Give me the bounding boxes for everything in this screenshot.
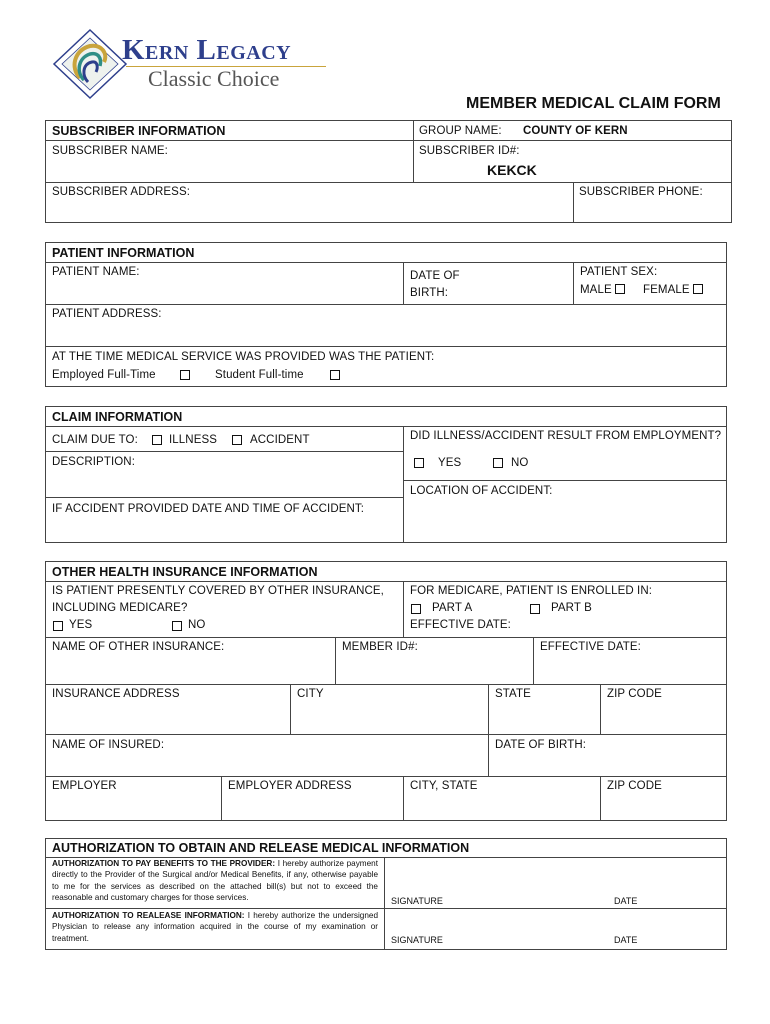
divider xyxy=(403,581,404,637)
patient-name-field[interactable]: PATIENT NAME: xyxy=(52,266,140,278)
divider xyxy=(290,684,291,734)
student-checkbox[interactable] xyxy=(330,370,340,380)
divider xyxy=(45,140,732,141)
release-authorization-text xyxy=(52,910,378,944)
divider xyxy=(600,684,601,734)
divider xyxy=(45,776,727,777)
group-name-label: GROUP NAME: xyxy=(419,125,502,137)
divider xyxy=(45,182,732,183)
student-label: Student Full-time xyxy=(215,369,304,381)
divider xyxy=(403,480,727,481)
divider xyxy=(573,182,574,223)
release-authorization-title: AUTHORIZATION TO REALEASE INFORMATION: xyxy=(52,911,245,920)
subscriber-id-label: SUBSCRIBER ID#: xyxy=(419,145,520,157)
section-header: PATIENT INFORMATION xyxy=(52,246,195,260)
patient-status-question: AT THE TIME MEDICAL SERVICE WAS PROVIDED WAS THE PATIENT: xyxy=(52,351,435,363)
divider xyxy=(45,426,727,427)
employer-address-field[interactable]: EMPLOYER ADDRESS xyxy=(228,780,352,792)
patient-dob-label-2[interactable]: BIRTH: xyxy=(410,287,449,299)
fulltime-label: Employed Full-Time xyxy=(52,369,156,381)
insured-dob-field[interactable]: DATE OF BIRTH: xyxy=(495,739,587,751)
employment-no-label: NO xyxy=(511,457,529,469)
covered-no-label: NO xyxy=(188,619,206,631)
subscriber-id-value[interactable]: KEKCK xyxy=(487,162,537,178)
other-insurance-name-field[interactable]: NAME OF OTHER INSURANCE: xyxy=(52,641,225,653)
pay-authorization-title: AUTHORIZATION TO PAY BENEFITS TO THE PROVIDER: xyxy=(52,859,276,868)
divider xyxy=(488,684,489,776)
covered-question: IS PATIENT PRESENTLY COVERED BY OTHER INSURANCE, xyxy=(52,585,384,597)
group-name-value: COUNTY OF KERN xyxy=(523,125,628,137)
divider xyxy=(45,262,727,263)
female-checkbox[interactable] xyxy=(693,284,703,294)
accident-checkbox[interactable] xyxy=(232,435,242,445)
patient-address-field[interactable]: PATIENT ADDRESS: xyxy=(52,308,162,320)
divider xyxy=(45,497,403,498)
divider xyxy=(335,637,336,684)
insurance-zip-field[interactable]: ZIP CODE xyxy=(607,688,662,700)
pay-date-field[interactable]: DATE xyxy=(614,896,638,906)
part-a-label: PART A xyxy=(432,602,473,614)
medicare-effective-date-field[interactable]: EFFECTIVE DATE: xyxy=(410,619,511,631)
male-checkbox[interactable] xyxy=(615,284,625,294)
divider xyxy=(600,776,601,821)
female-label: FEMALE xyxy=(643,284,690,296)
divider xyxy=(533,637,534,684)
insurance-city-field[interactable]: CITY xyxy=(297,688,324,700)
form-title: MEMBER MEDICAL CLAIM FORM xyxy=(466,95,721,112)
employer-city-state-field[interactable]: CITY, STATE xyxy=(410,780,478,792)
divider xyxy=(403,776,404,821)
release-date-field[interactable]: DATE xyxy=(614,935,638,945)
male-label: MALE xyxy=(580,284,612,296)
release-signature-field[interactable]: SIGNATURE xyxy=(391,935,443,945)
divider xyxy=(45,684,727,685)
divider xyxy=(45,581,727,582)
divider xyxy=(45,304,727,305)
divider xyxy=(45,734,727,735)
patient-sex-label: PATIENT SEX: xyxy=(580,266,658,278)
divider xyxy=(403,262,404,304)
accident-label: ACCIDENT xyxy=(250,434,310,446)
covered-no-checkbox[interactable] xyxy=(172,621,182,631)
subscriber-address-field[interactable]: SUBSCRIBER ADDRESS: xyxy=(52,186,191,198)
claim-due-label: CLAIM DUE TO: xyxy=(52,434,138,446)
section-header: SUBSCRIBER INFORMATION xyxy=(52,124,226,138)
divider xyxy=(413,120,414,182)
covered-yes-checkbox[interactable] xyxy=(53,621,63,631)
student-option[interactable] xyxy=(215,369,304,381)
divider xyxy=(45,637,727,638)
divider xyxy=(221,776,222,821)
employment-no-checkbox[interactable] xyxy=(493,458,503,468)
patient-dob-label[interactable]: DATE OF xyxy=(410,270,460,282)
accident-date-field[interactable]: IF ACCIDENT PROVIDED DATE AND TIME OF ACCIDENT: xyxy=(52,503,365,515)
medicare-question: FOR MEDICARE, PATIENT IS ENROLLED IN: xyxy=(410,585,653,597)
fulltime-option[interactable] xyxy=(52,369,156,381)
section-header: OTHER HEALTH INSURANCE INFORMATION xyxy=(52,565,318,579)
section-header: CLAIM INFORMATION xyxy=(52,410,183,424)
member-id-field[interactable]: MEMBER ID#: xyxy=(342,641,418,653)
effective-date-field[interactable]: EFFECTIVE DATE: xyxy=(540,641,641,653)
description-field[interactable]: DESCRIPTION: xyxy=(52,456,135,468)
part-a-checkbox[interactable] xyxy=(411,604,421,614)
section-header: AUTHORIZATION TO OBTAIN AND RELEASE MEDICAL INFORMATION xyxy=(52,841,470,855)
divider xyxy=(45,908,727,909)
logo-title: Kern Legacy xyxy=(122,34,292,66)
employer-field[interactable]: EMPLOYER xyxy=(52,780,117,792)
illness-label: ILLNESS xyxy=(169,434,218,446)
employment-question: DID ILLNESS/ACCIDENT RESULT FROM EMPLOYMENT? xyxy=(410,430,722,442)
covered-question-2: INCLUDING MEDICARE? xyxy=(52,602,188,614)
insurance-address-field[interactable]: INSURANCE ADDRESS xyxy=(52,688,180,700)
part-b-label: PART B xyxy=(551,602,592,614)
divider xyxy=(45,451,403,452)
insured-name-field[interactable]: NAME OF INSURED: xyxy=(52,739,165,751)
employer-zip-field[interactable]: ZIP CODE xyxy=(607,780,662,792)
part-b-checkbox[interactable] xyxy=(530,604,540,614)
pay-signature-field[interactable]: SIGNATURE xyxy=(391,896,443,906)
divider xyxy=(384,857,385,950)
pay-authorization-body: I hereby authorize payment directly to the Provider of the Surgical and/or Medical Benefits, if any, otherwise payable to me for the services as described on the attached bill(s) but not to exceed the reasonable and customary charges for those services. xyxy=(52,859,379,903)
employment-yes-label: YES xyxy=(438,457,462,469)
logo-emblem-icon xyxy=(50,28,130,100)
divider xyxy=(403,426,404,543)
female-option[interactable] xyxy=(643,284,709,296)
insurance-state-field[interactable]: STATE xyxy=(495,688,531,700)
covered-yes-label: YES xyxy=(69,619,93,631)
employment-yes-checkbox[interactable] xyxy=(414,458,424,468)
accident-location-field[interactable]: LOCATION OF ACCIDENT: xyxy=(410,485,553,497)
release-authorization-body: I hereby authorize the undersigned Physician to release any information acquired in the course of my examination or treatment. xyxy=(52,911,378,943)
logo xyxy=(50,28,340,100)
logo-subtitle: Classic Choice xyxy=(148,66,280,91)
male-option[interactable] xyxy=(580,284,631,296)
divider xyxy=(573,262,574,304)
fulltime-checkbox[interactable] xyxy=(180,370,190,380)
subscriber-name-field[interactable]: SUBSCRIBER NAME: xyxy=(52,145,168,157)
pay-authorization-text xyxy=(52,858,378,904)
subscriber-phone-field[interactable]: SUBSCRIBER PHONE: xyxy=(579,186,703,198)
divider xyxy=(45,346,727,347)
illness-checkbox[interactable] xyxy=(152,435,162,445)
